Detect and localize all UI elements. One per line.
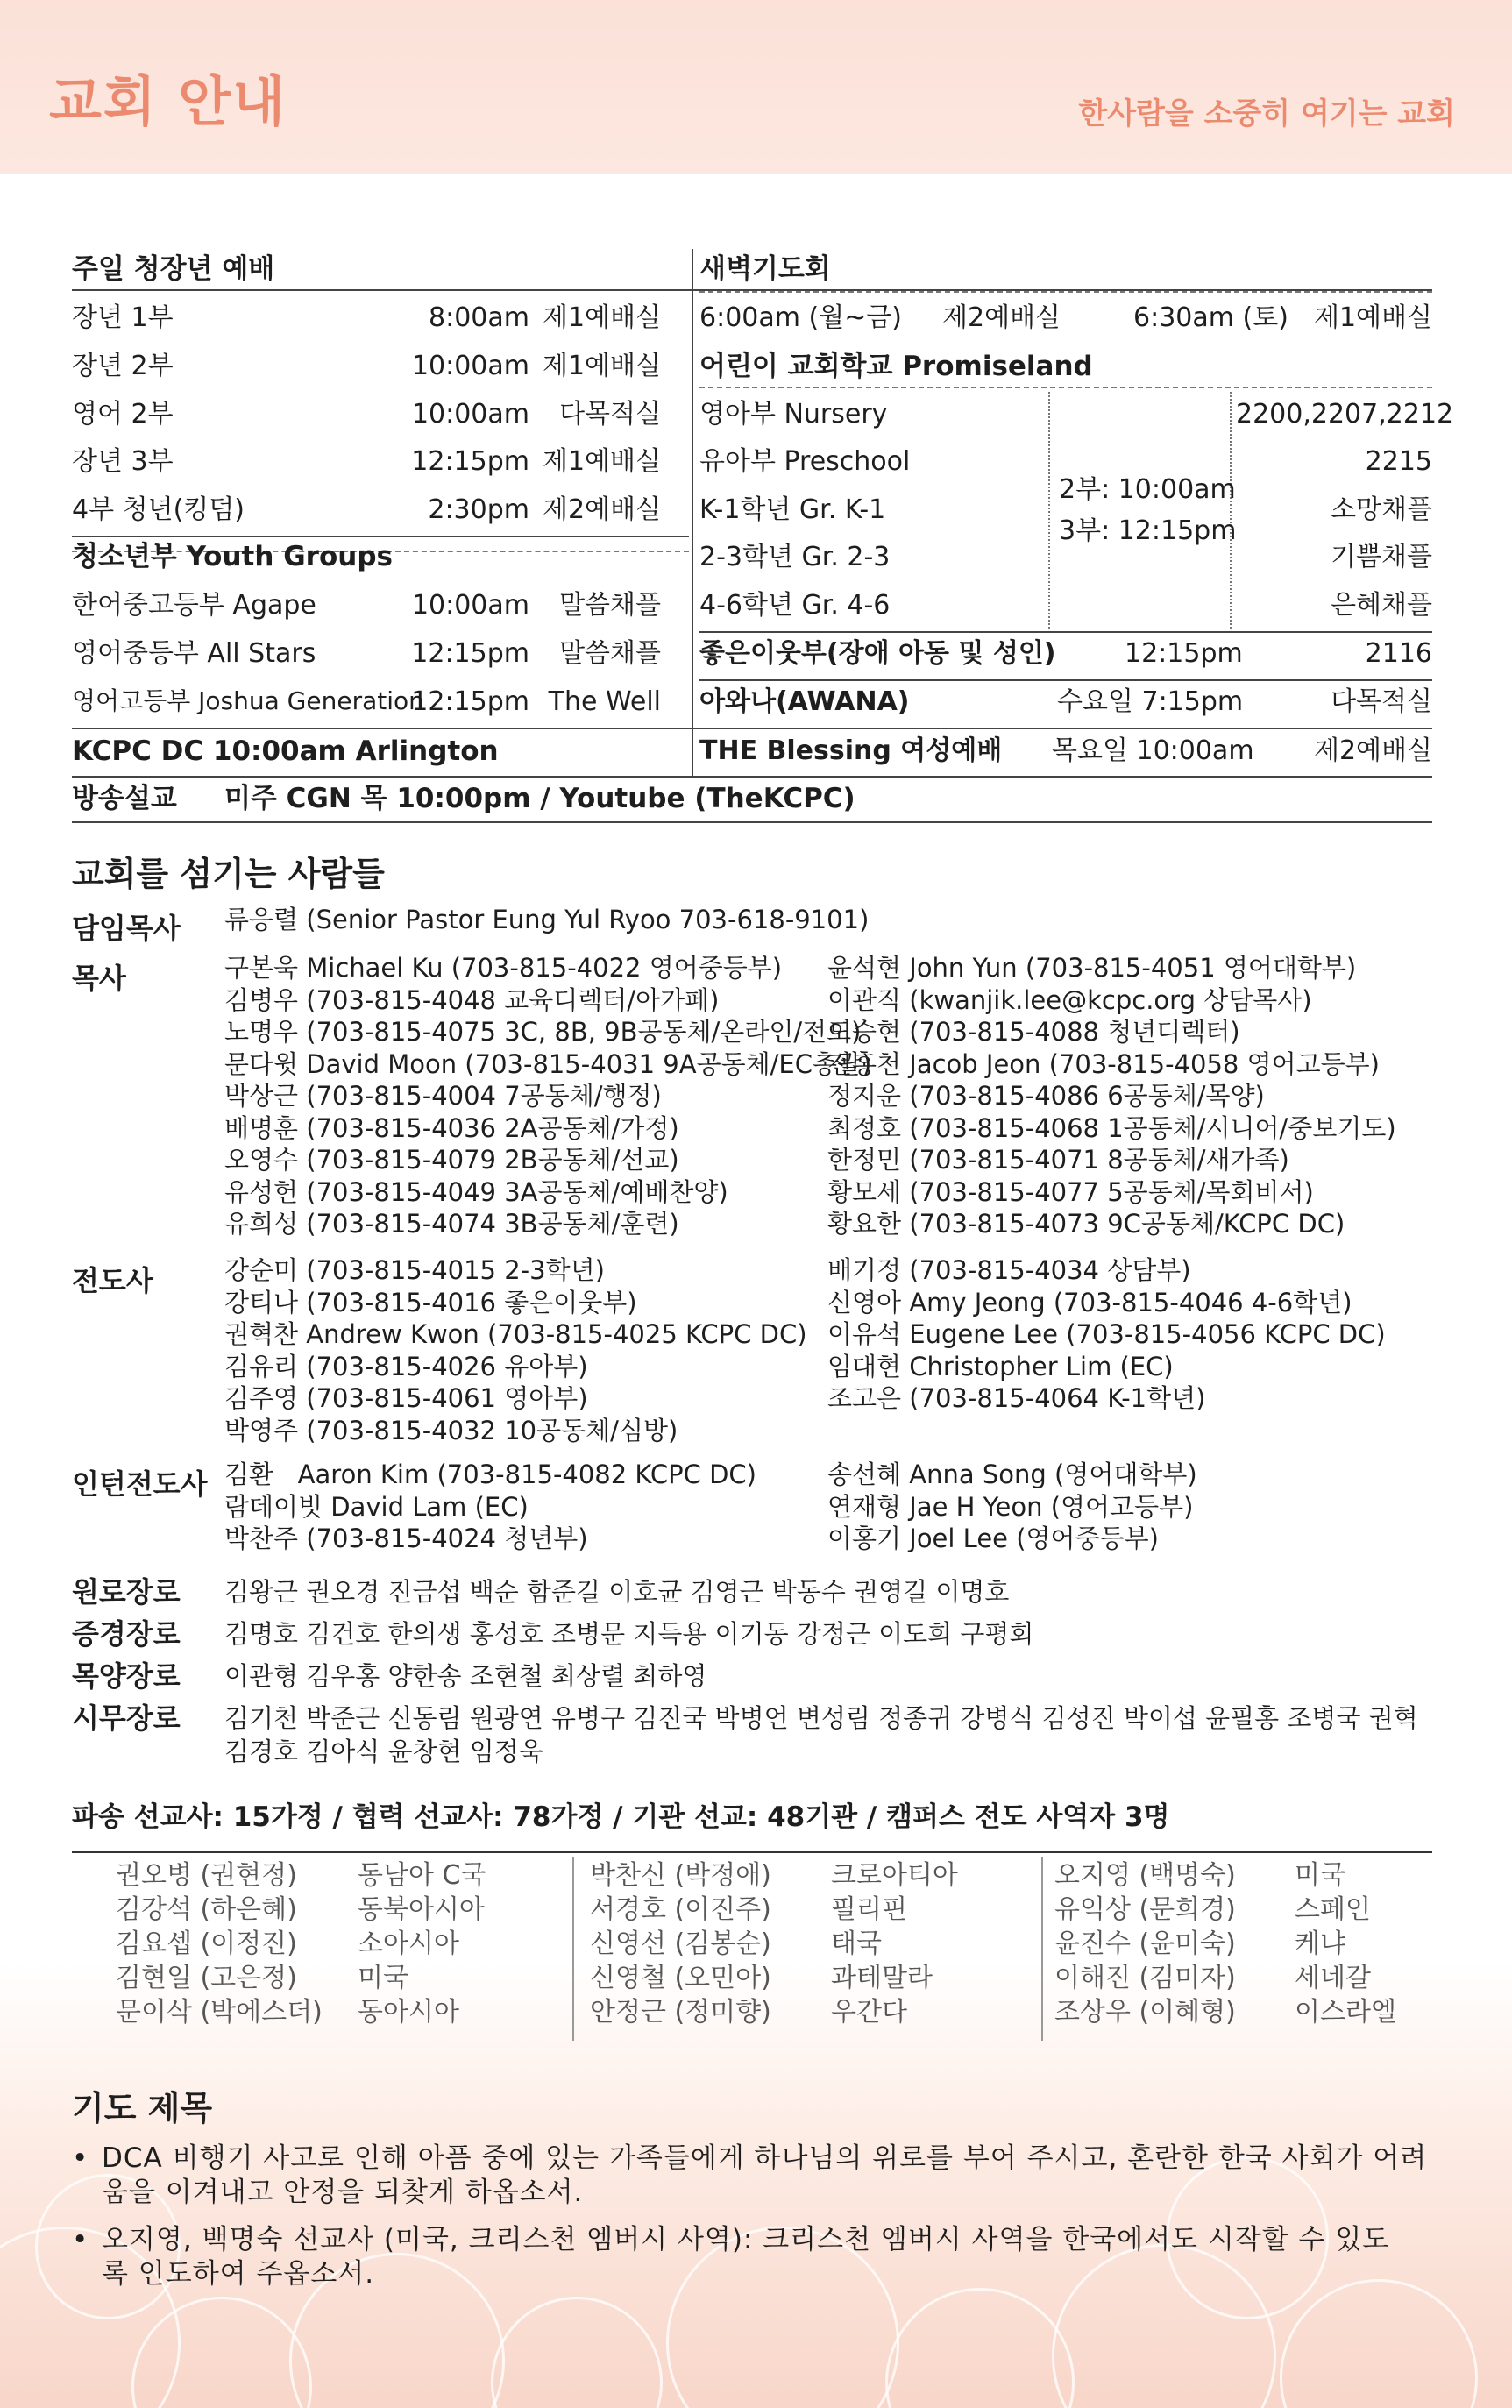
list-item: 동남아 C국: [358, 1860, 486, 1891]
bullet-icon: •: [72, 2224, 89, 2255]
list-item: 권오병 (권현정): [116, 1860, 297, 1891]
youth-group-place: 말씀채플: [559, 590, 661, 621]
elder-label: 목양장로: [72, 1659, 181, 1693]
evangelist-label: 전도사: [72, 1264, 153, 1297]
list-item: 조고은 (703-815-4064 K-1학년): [827, 1383, 1206, 1413]
list-item: 태국: [831, 1929, 882, 1959]
list-item: 송선혜 Anna Song (영어대학부): [827, 1460, 1197, 1489]
bullet-icon: •: [72, 2142, 89, 2174]
elder-names: 이관형 김우홍 양한송 조현철 최상렬 최하영: [224, 1661, 707, 1691]
service-time: 10:00am: [411, 399, 529, 430]
school-class-name: 4-6학년 Gr. 4-6: [699, 590, 891, 621]
missionary-places-2: [831, 1858, 958, 2029]
list-item: 노명우 (703-815-4075 3C, 8B, 9B공동체/온라인/전도): [224, 1017, 862, 1047]
list-item: 김현일 (고은정): [116, 1963, 297, 1993]
list-item: 전홍천 Jacob Jeon (703-815-4058 영어고등부): [827, 1048, 1380, 1079]
list-item: 황모세 (703-815-4077 5공동체/목회비서): [827, 1176, 1314, 1207]
special-ministry-name: 좋은이웃부(장애 아동 및 성인): [699, 638, 1056, 669]
list-item: 과테말라: [831, 1963, 933, 1993]
list-item: 강티나 (703-815-4016 좋은이웃부): [224, 1287, 637, 1318]
dawn-weekday-place: 제2예배실: [942, 302, 1061, 333]
page-header: [0, 0, 1512, 174]
school-class-room: 소망채플: [1331, 494, 1432, 525]
list-item: 오영수 (703-815-4079 2B공동체/선교): [224, 1145, 679, 1175]
list-item: 김병우 (703-815-4048 교육디렉터/아가페): [224, 984, 720, 1015]
dawn-prayer-heading: 새벽기도회: [699, 253, 831, 285]
list-item: 황요한 (703-815-4073 9C공동체/KCPC DC): [827, 1209, 1345, 1239]
youth-group-time: 12:15pm: [411, 686, 529, 717]
elder-label: 증경장로: [72, 1617, 181, 1651]
page-title: 교회 안내: [49, 69, 287, 133]
service-place: 제1예배실: [542, 351, 661, 381]
intern-list-right: [827, 1459, 1197, 1555]
list-item: 소아시아: [358, 1929, 459, 1959]
list-item: 이유석 Eugene Lee (703-815-4056 KCPC DC): [827, 1319, 1386, 1349]
list-item: 이관직 (kwanjik.lee@kcpc.org 상담목사): [827, 984, 1312, 1015]
missionary-names-1: [116, 1858, 323, 2029]
dawn-weekday-time: 6:00am (월~금): [699, 302, 903, 333]
church-slogan: 한사람을 소중히 여기는 교회: [1078, 96, 1455, 131]
elder-names: 김왕근 권오경 진금섭 백순 함준길 이호균 김영근 박동수 권영길 이명호: [224, 1577, 1010, 1607]
list-item: 한정민 (703-815-4071 8공동체/새가족): [827, 1145, 1289, 1175]
evangelist-list-left: [224, 1254, 807, 1446]
special-ministry-place: 다목적실: [1331, 686, 1432, 717]
list-item: 유익상 (문희경): [1054, 1894, 1236, 1925]
list-item: 이홍기 Joel Lee (영어중등부): [827, 1524, 1159, 1553]
intern-evangelist-label: 인턴전도사: [72, 1467, 208, 1501]
special-ministry-name: THE Blessing 여성예배: [699, 735, 1003, 766]
list-item: 오지영 (백명숙): [1054, 1860, 1236, 1891]
school-class-name: K-1학년 Gr. K-1: [699, 494, 886, 525]
list-item: 신영철 (오민아): [590, 1963, 771, 1993]
list-item: 박찬신 (박정애): [590, 1860, 771, 1891]
elder-label: 시무장로: [72, 1701, 181, 1735]
missions-heading: 파송 선교사: 15가정 / 협력 선교사: 78가정 / 기관 선교: 48기관 / 캠퍼스 전도 사역자 3명: [72, 1801, 1170, 1833]
dawn-saturday-place: 제1예배실: [1313, 302, 1432, 333]
list-item: 박찬주 (703-815-4024 청년부): [224, 1524, 588, 1553]
school-class-name: 영아부 Nursery: [699, 399, 888, 430]
list-item: 유성헌 (703-815-4049 3A공동체/예배찬양): [224, 1176, 728, 1207]
list-item: 안정근 (정미향): [590, 1997, 771, 2028]
list-item: 배기정 (703-815-4034 상담부): [827, 1255, 1191, 1285]
list-item: 이해진 (김미자): [1054, 1963, 1236, 1993]
youth-group-name: 영어고등부 Joshua Generation: [72, 686, 424, 715]
list-item: 유희성 (703-815-4074 3B공동체/훈련): [224, 1209, 679, 1239]
service-time: 10:00am: [411, 351, 529, 381]
service-name: 영어 2부: [72, 399, 174, 430]
missionary-names-2: [590, 1858, 771, 2029]
service-place: 제2예배실: [542, 494, 661, 525]
intern-list-left: [224, 1459, 756, 1555]
pastor-list-left: [224, 952, 871, 1240]
list-item: 우간다: [831, 1997, 907, 2028]
school-time-2nd: 2부: 10:00am: [1059, 474, 1236, 505]
broadcast-label: 방송설교: [72, 783, 177, 814]
list-item: 김강석 (하은혜): [116, 1894, 297, 1925]
list-item: 문다윗 David Moon (703-815-4031 9A공동체/EC총괄): [224, 1048, 872, 1079]
youth-group-name: 영어중등부 All Stars: [72, 638, 316, 669]
list-item: 세네갈: [1295, 1963, 1371, 1993]
elder-names: 김기천 박준근 신동림 원광연 유병구 김진국 박병언 변성림 정종귀 강병식 김성진 박이섭 윤필홍 조병국 권혁: [224, 1703, 1418, 1733]
school-class-room: 2215: [1365, 446, 1432, 477]
prayer-item: [72, 2142, 1439, 2210]
list-item: 이승현 (703-815-4088 청년디렉터): [827, 1017, 1240, 1047]
staff-heading: 교회를 섬기는 사람들: [72, 855, 385, 893]
sunday-worship-heading: 주일 청장년 예배: [72, 253, 275, 285]
school-class-room: 기쁨채플: [1331, 542, 1432, 572]
school-time-3rd: 3부: 12:15pm: [1059, 515, 1237, 546]
special-ministry-time: 수요일 7:15pm: [1057, 686, 1244, 717]
list-item: 조상우 (이혜형): [1054, 1997, 1236, 2028]
list-item: 권혁찬 Andrew Kwon (703-815-4025 KCPC DC): [224, 1319, 807, 1349]
elder-names-continued: 김경호 김아식 윤창현 임정욱: [224, 1737, 543, 1766]
list-item: 김주영 (703-815-4061 영아부): [224, 1383, 588, 1413]
broadcast-info: 미주 CGN 목 10:00pm / Youtube (TheKCPC): [224, 783, 855, 814]
service-time: 12:15pm: [411, 446, 529, 477]
elder-label: 원로장로: [72, 1575, 181, 1609]
dawn-saturday-time: 6:30am (토): [1133, 302, 1288, 333]
prayer-text: 오지영, 백명숙 선교사 (미국, 크리스천 엠버시 사역): 크리스천 엠버시 사역을 한국에서도 시작할 수 있도록 인도하여 주옵소서.: [102, 2224, 1390, 2290]
pastor-label: 목사: [72, 962, 126, 995]
youth-group-place: 말씀채플: [559, 638, 661, 669]
special-ministry-time: 목요일 10:00am: [1052, 735, 1254, 766]
youth-group-name: 한어중고등부 Agape: [72, 590, 316, 621]
service-name: 장년 3부: [72, 446, 174, 477]
list-item: 김유리 (703-815-4026 유아부): [224, 1351, 588, 1382]
special-ministry-place: 2116: [1365, 638, 1432, 669]
list-item: 구본욱 Michael Ku (703-815-4022 영어중등부): [224, 953, 783, 983]
list-item: 케냐: [1295, 1929, 1345, 1959]
list-item: 배명훈 (703-815-4036 2A공동체/가정): [224, 1112, 679, 1143]
list-item: 서경호 (이진주): [590, 1894, 771, 1925]
prayer-heading: 기도 제목: [72, 2089, 213, 2127]
senior-pastor-label: 담임목사: [72, 912, 181, 945]
youth-group-time: 10:00am: [411, 590, 529, 621]
elder-names: 김명호 김건호 한의생 홍성호 조병문 지득용 이기동 강정근 이도희 구평회: [224, 1619, 1034, 1649]
prayer-text: DCA 비행기 사고로 인해 아픔 중에 있는 가족들에게 하나님의 위로를 부어 주시고, 혼란한 한국 사회가 어려움을 이겨내고 안정을 되찾게 하옵소서.: [102, 2142, 1428, 2208]
list-item: 연재형 Jae H Yeon (영어고등부): [827, 1491, 1194, 1522]
school-class-name: 유아부 Preschool: [699, 446, 911, 477]
list-item: 신영아 Amy Jeong (703-815-4046 4-6학년): [827, 1287, 1352, 1318]
list-item: 임대현 Christopher Lim (EC): [827, 1351, 1174, 1382]
list-item: 문이삭 (박에스더): [116, 1997, 323, 2028]
list-item: 박상근 (703-815-4004 7공동체/행정): [224, 1081, 662, 1111]
service-name: 4부 청년(킹덤): [72, 494, 245, 525]
service-time: 8:00am: [429, 302, 529, 333]
list-item: 필리핀: [831, 1894, 907, 1925]
service-place: 다목적실: [559, 399, 661, 430]
list-item: 미국: [1295, 1860, 1345, 1891]
service-place: 제1예배실: [542, 446, 661, 477]
service-time: 2:30pm: [428, 494, 529, 525]
school-class-room: 2200,2207,2212: [1236, 399, 1454, 430]
missionary-places-3: [1295, 1858, 1396, 2029]
youth-group-place: The Well: [548, 686, 661, 717]
youth-groups-heading: 청소년부 Youth Groups: [72, 541, 393, 572]
list-item: 김요셉 (이정진): [116, 1929, 297, 1959]
list-item: 이스라엘: [1295, 1997, 1396, 2028]
list-item: 신영선 (김봉순): [590, 1929, 771, 1959]
youth-group-time: 12:15pm: [411, 638, 529, 669]
service-name: 장년 2부: [72, 351, 174, 381]
senior-pastor: 류응렬 (Senior Pastor Eung Yul Ryoo 703-618-9101): [224, 905, 870, 934]
service-name: 장년 1부: [72, 302, 174, 333]
list-item: 정지운 (703-815-4086 6공동체/목양): [827, 1081, 1265, 1111]
list-item: 크로아티아: [831, 1860, 958, 1891]
list-item: 동북아시아: [358, 1894, 485, 1925]
special-ministry-time: 12:15pm: [1125, 638, 1243, 669]
list-item: 박영주 (703-815-4032 10공동체/심방): [224, 1415, 678, 1446]
evangelist-list-right: [827, 1254, 1386, 1415]
pastor-list-right: [827, 952, 1396, 1240]
list-item: 스페인: [1295, 1894, 1371, 1925]
missionary-names-3: [1054, 1858, 1236, 2029]
special-ministry-name: 아와나(AWANA): [699, 686, 910, 717]
list-item: 윤석현 John Yun (703-815-4051 영어대학부): [827, 953, 1357, 983]
special-ministry-place: 제2예배실: [1313, 735, 1432, 766]
list-item: 윤진수 (윤미숙): [1054, 1929, 1236, 1959]
list-item: 람데이빗 David Lam (EC): [224, 1491, 529, 1522]
children-school-heading: 어린이 교회학교 Promiseland: [699, 351, 1093, 382]
missionary-places-1: [358, 1858, 486, 2029]
kcpc-dc-service: KCPC DC 10:00am Arlington: [72, 735, 499, 767]
list-item: 동아시아: [358, 1997, 459, 2028]
service-place: 제1예배실: [542, 302, 661, 333]
school-class-name: 2-3학년 Gr. 2-3: [699, 542, 891, 572]
list-item: 김환 Aaron Kim (703-815-4082 KCPC DC): [224, 1460, 756, 1489]
list-item: 최정호 (703-815-4068 1공동체/시니어/중보기도): [827, 1112, 1396, 1143]
list-item: 강순미 (703-815-4015 2-3학년): [224, 1255, 605, 1285]
school-class-room: 은혜채플: [1331, 590, 1432, 621]
list-item: 미국: [358, 1963, 408, 1993]
prayer-item: [72, 2223, 1439, 2291]
